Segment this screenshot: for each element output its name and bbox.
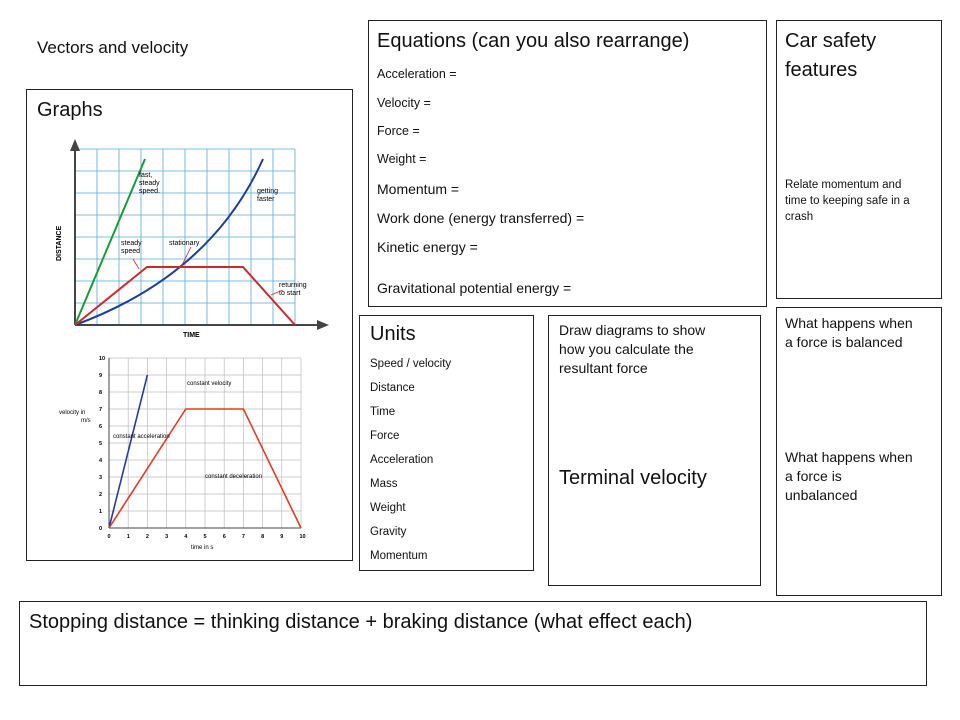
vt-y-tick: 1 (99, 509, 103, 515)
unbalanced-line-3: unbalanced (785, 487, 858, 503)
vt-x-tick: 3 (165, 534, 169, 540)
dt-y-arrow (70, 139, 80, 151)
car-safety-panel (776, 20, 942, 299)
eq-work-done: Work done (energy transferred) = (377, 210, 585, 226)
vt-ann-const-dec: constant deceleration (205, 474, 263, 480)
unit-force: Force (370, 430, 400, 442)
eq-kinetic: Kinetic energy = (377, 239, 478, 255)
vt-x-tick: 2 (145, 534, 149, 540)
vt-x-tick: 1 (126, 534, 130, 540)
units-heading: Units (370, 323, 416, 345)
vt-ann-const-acc: constant acceleration (113, 434, 170, 440)
vt-x-tick: 4 (184, 534, 188, 540)
balanced-line-1: What happens when (785, 315, 913, 331)
diagrams-prompt-3: resultant force (559, 360, 648, 376)
vt-y-tick: 5 (99, 441, 103, 447)
unit-momentum: Momentum (370, 550, 428, 562)
page-title: Vectors and velocity (37, 38, 189, 57)
dt-ann-stationary: stationary (169, 240, 200, 247)
vt-x-tick: 6 (222, 534, 226, 540)
diagrams-prompt-1: Draw diagrams to show (559, 322, 706, 338)
vt-x-label: time in s (191, 545, 214, 551)
vt-y-tick: 7 (99, 407, 103, 413)
stopping-distance-panel (19, 601, 927, 686)
vt-ann-const-vel: constant velocity (187, 381, 232, 387)
dt-ann-steady: steady speed (121, 240, 142, 255)
forces-panel (776, 307, 942, 596)
units-panel (359, 315, 534, 571)
equations-heading: Equations (can you also rearrange) (377, 30, 690, 52)
diagrams-panel (548, 315, 761, 586)
vt-x-tick: 7 (241, 534, 245, 540)
vt-y-tick: 10 (99, 356, 106, 362)
vt-x-tick: 0 (107, 534, 111, 540)
velocity-time-graph (41, 348, 341, 556)
graphs-panel (26, 89, 353, 561)
vt-y-tick: 2 (99, 492, 103, 498)
dt-ann-faster: getting faster (257, 188, 279, 203)
unbalanced-line-1: What happens when (785, 449, 913, 465)
dt-x-label: TIME (183, 332, 200, 339)
eq-acceleration: Acceleration = (377, 67, 457, 81)
unit-time: Time (370, 406, 396, 418)
stopping-distance-text: Stopping distance = thinking distance + braking distance (what effect each) (29, 611, 693, 633)
car-safety-heading-1: Car safety (785, 30, 877, 52)
vt-x-tick: 8 (261, 534, 265, 540)
dt-x-arrow (317, 320, 329, 330)
dt-ann-fast: fast, steady speed. (139, 172, 161, 195)
balanced-line-2: a force is balanced (785, 334, 903, 350)
unit-acceleration: Acceleration (370, 454, 434, 466)
vt-x-tick: 9 (280, 534, 284, 540)
eq-gpe: Gravitational potential energy = (377, 280, 572, 296)
car-safety-heading-2: features (785, 59, 858, 81)
vt-y-tick: 4 (99, 458, 103, 464)
eq-velocity: Velocity = (377, 96, 431, 110)
equations-panel (368, 20, 767, 307)
unit-mass: Mass (370, 478, 398, 490)
graphs-heading: Graphs (37, 99, 103, 121)
eq-weight: Weight = (377, 152, 427, 166)
car-safety-note-2: time to keeping safe in a (785, 195, 910, 207)
vt-y-label: velocity in m/s (59, 410, 91, 424)
car-safety-note-1: Relate momentum and (785, 179, 902, 191)
distance-time-graph (41, 135, 341, 350)
unit-gravity: Gravity (370, 526, 407, 538)
unit-weight: Weight (370, 502, 406, 514)
dt-ann-returning: returning to start (279, 282, 307, 297)
vt-y-tick: 6 (99, 424, 103, 430)
diagrams-prompt-2: how you calculate the (559, 341, 694, 357)
vt-x-tick: 10 (299, 534, 306, 540)
unit-speed: Speed / velocity (370, 358, 452, 370)
vt-y-tick: 9 (99, 373, 103, 379)
unbalanced-line-2: a force is (785, 468, 842, 484)
vt-y-tick: 3 (99, 475, 103, 481)
vt-y-tick: 8 (99, 390, 103, 396)
eq-force: Force = (377, 124, 420, 138)
vt-x-tick: 5 (203, 534, 207, 540)
terminal-velocity-heading: Terminal velocity (559, 467, 707, 489)
car-safety-note-3: crash (785, 211, 814, 223)
unit-distance: Distance (370, 382, 415, 394)
vt-y-tick: 0 (99, 526, 103, 532)
dt-y-label: DISTANCE (56, 225, 63, 261)
eq-momentum: Momentum = (377, 181, 460, 197)
